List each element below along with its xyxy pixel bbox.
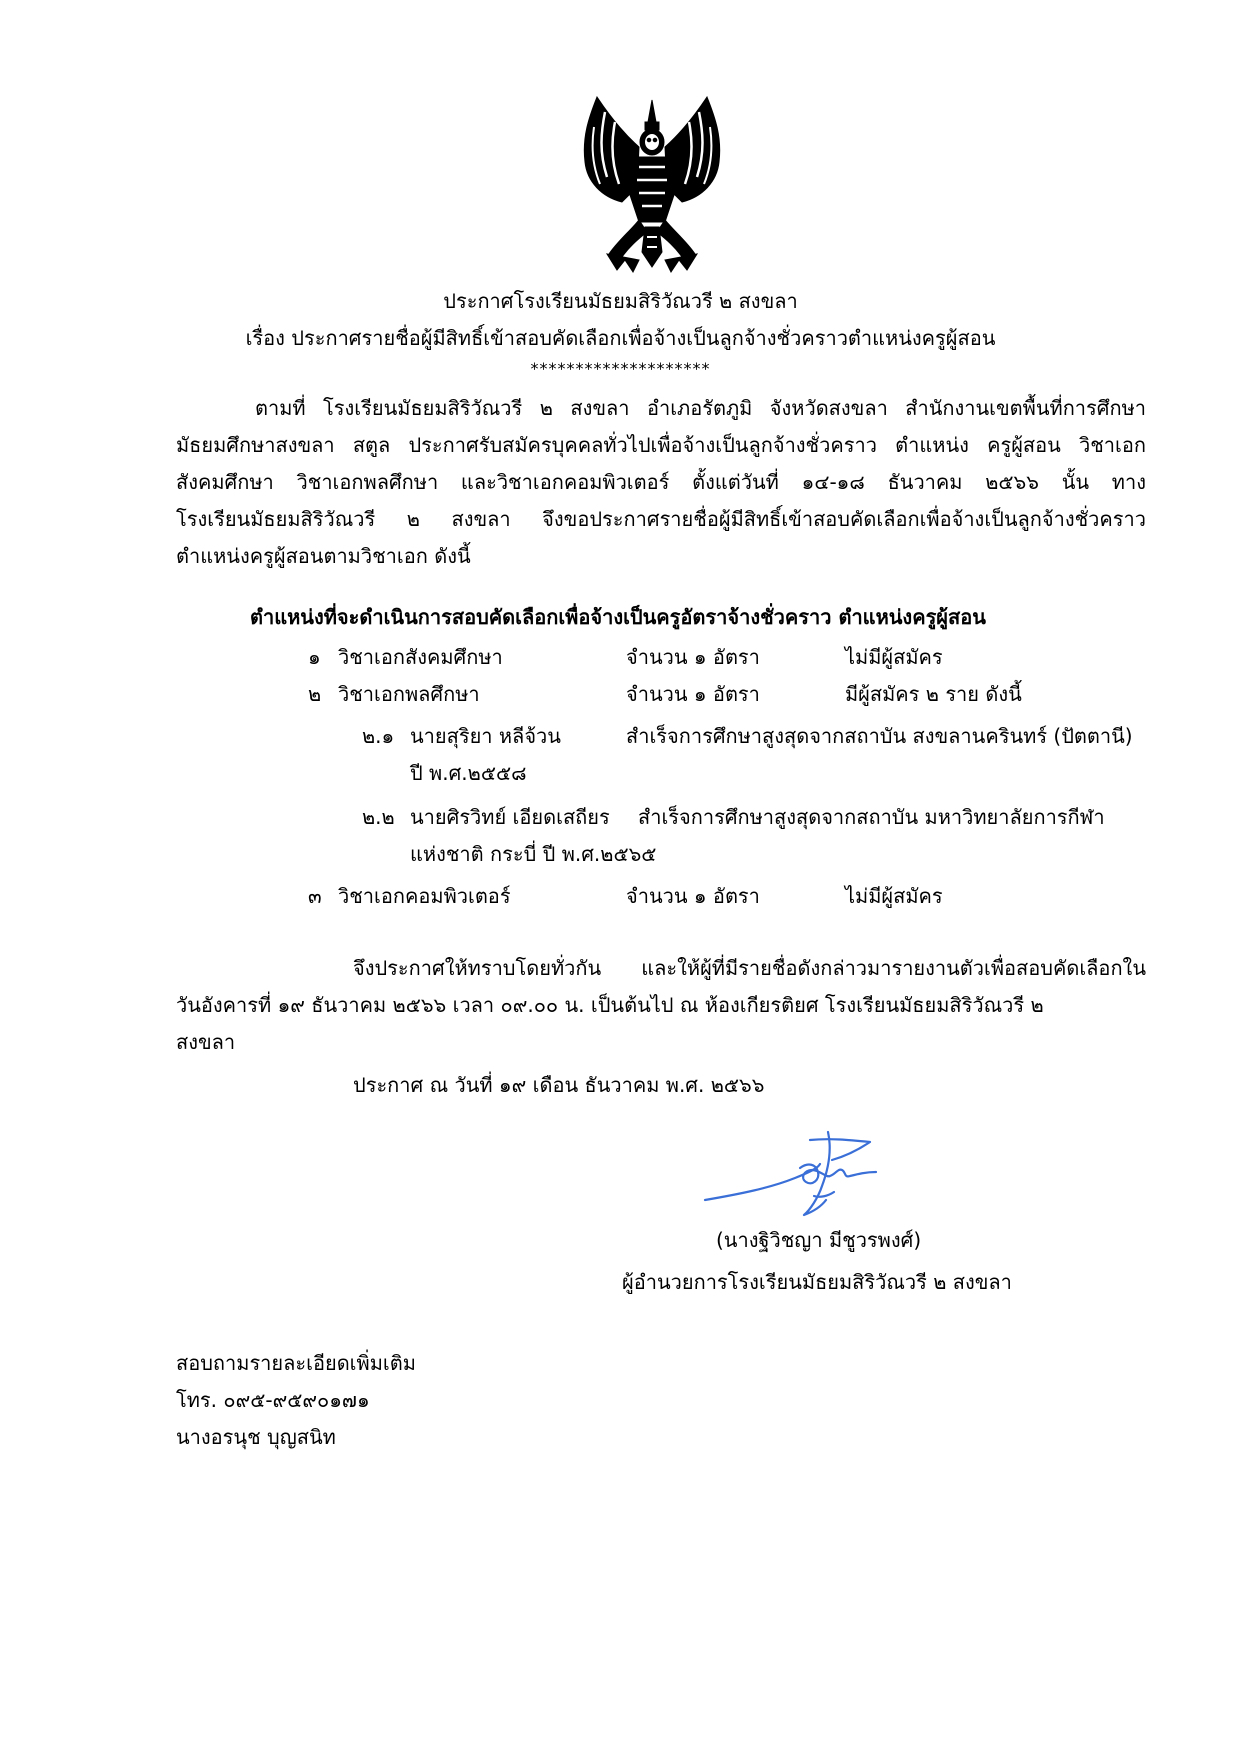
intro-line: มัธยมศึกษาสงขลา สตูล ประกาศรับสมัครบุคคลทั่วไปเพื่อจ้างเป็นลูกจ้างชั่วคราว ตำแหน่ง ครูผู้สอน วิชาเอก (176, 433, 1146, 457)
handwritten-signature (700, 1120, 900, 1225)
applicant-name: นายสุริยา หลีจ้วน (410, 724, 561, 748)
contact-heading: สอบถามรายละเอียดเพิ่มเติม (176, 1351, 416, 1375)
position-count: จำนวน ๑ อัตรา (626, 645, 760, 669)
positions-heading: ตำแหน่งที่จะดำเนินการสอบคัดเลือกเพื่อจ้างเป็นครูอัตราจ้างชั่วคราว ตำแหน่งครูผู้สอน (250, 605, 986, 629)
contact-person: นางอรนุช บุญสนิท (176, 1425, 336, 1449)
intro-line: ตามที่ โรงเรียนมัธยมสิริวัณวรี ๒ สงขลา อำเภอรัตภูมิ จังหวัดสงขลา สำนักงานเขตพื้นที่การศึกษา (255, 396, 1146, 420)
position-subject: วิชาเอกสังคมศึกษา (338, 645, 503, 669)
intro-line: สังคมศึกษา วิชาเอกพลศึกษา และวิชาเอกคอมพิวเตอร์ ตั้งแต่วันที่ ๑๔-๑๘ ธันวาคม ๒๕๖๖ นั้น ทาง (176, 470, 1146, 494)
applicant-id: ๒.๑ (362, 724, 395, 748)
position-count: จำนวน ๑ อัตรา (626, 884, 760, 908)
intro-line: ตำแหน่งครูผู้สอนตามวิชาเอก ดังนี้ (176, 544, 471, 568)
announcement-subject: เรื่อง ประกาศรายชื่อผู้มีสิทธิ์เข้าสอบคัดเลือกเพื่อจ้างเป็นลูกจ้างชั่วคราวตำแหน่งครูผู้สอน (245, 326, 996, 350)
position-subject: วิชาเอกคอมพิวเตอร์ (338, 884, 511, 908)
applicant-detail: สำเร็จการศึกษาสูงสุดจากสถาบัน มหาวิทยาลัยการกีฬา (638, 805, 1105, 829)
closing-line: จึงประกาศให้ทราบโดยทั่วกัน และให้ผู้ที่มีรายชื่อดังกล่าวมารายงานตัวเพื่อสอบคัดเลือกใน (353, 956, 1146, 980)
applicant-detail-cont: ปี พ.ศ.๒๕๕๘ (410, 761, 527, 785)
announcement-title: ประกาศโรงเรียนมัธยมสิริวัณวรี ๒ สงขลา (443, 289, 798, 313)
separator-stars: ******************** (530, 359, 711, 378)
position-status: ไม่มีผู้สมัคร (845, 884, 943, 908)
intro-line: โรงเรียนมัธยมสิริวัณวรี ๒ สงขลา จึงขอประกาศรายชื่อผู้มีสิทธิ์เข้าสอบคัดเลือกเพื่อจ้างเป็นลูกจ้างชั่วคราว (176, 507, 1146, 531)
signer-title: ผู้อำนวยการโรงเรียนมัธยมสิริวัณวรี ๒ สงขลา (622, 1270, 1012, 1294)
position-count: จำนวน ๑ อัตรา (626, 682, 760, 706)
position-status: ไม่มีผู้สมัคร (845, 645, 943, 669)
applicant-detail-cont: แห่งชาติ กระบี่ ปี พ.ศ.๒๕๖๕ (410, 842, 657, 866)
position-number: ๒ (308, 682, 322, 706)
position-number: ๑ (308, 645, 321, 669)
garuda-emblem-icon (567, 92, 737, 282)
closing-line: วันอังคารที่ ๑๙ ธันวาคม ๒๕๖๖ เวลา ๐๙.๐๐ น. เป็นต้นไป ณ ห้องเกียรติยศ โรงเรียนมัธยมสิริวัณวรี ๒ (176, 993, 1044, 1017)
position-number: ๓ (308, 884, 322, 908)
position-subject: วิชาเอกพลศึกษา (338, 682, 480, 706)
applicant-id: ๒.๒ (362, 805, 395, 829)
position-status: มีผู้สมัคร ๒ ราย ดังนี้ (845, 682, 1022, 706)
closing-line: สงขลา (176, 1030, 236, 1054)
applicant-detail: สำเร็จการศึกษาสูงสุดจากสถาบัน สงขลานครินทร์ (ปัตตานี) (626, 724, 1133, 748)
contact-phone: โทร. ๐๙๕-๙๕๙๐๑๗๑ (176, 1388, 370, 1412)
announcement-date: ประกาศ ณ วันที่ ๑๙ เดือน ธันวาคม พ.ศ. ๒๕๖๖ (353, 1073, 765, 1097)
signer-name: (นางฐิวิชญา มีชูวรพงศ์) (716, 1228, 922, 1252)
applicant-name: นายศิรวิทย์ เอียดเสถียร (410, 805, 610, 829)
